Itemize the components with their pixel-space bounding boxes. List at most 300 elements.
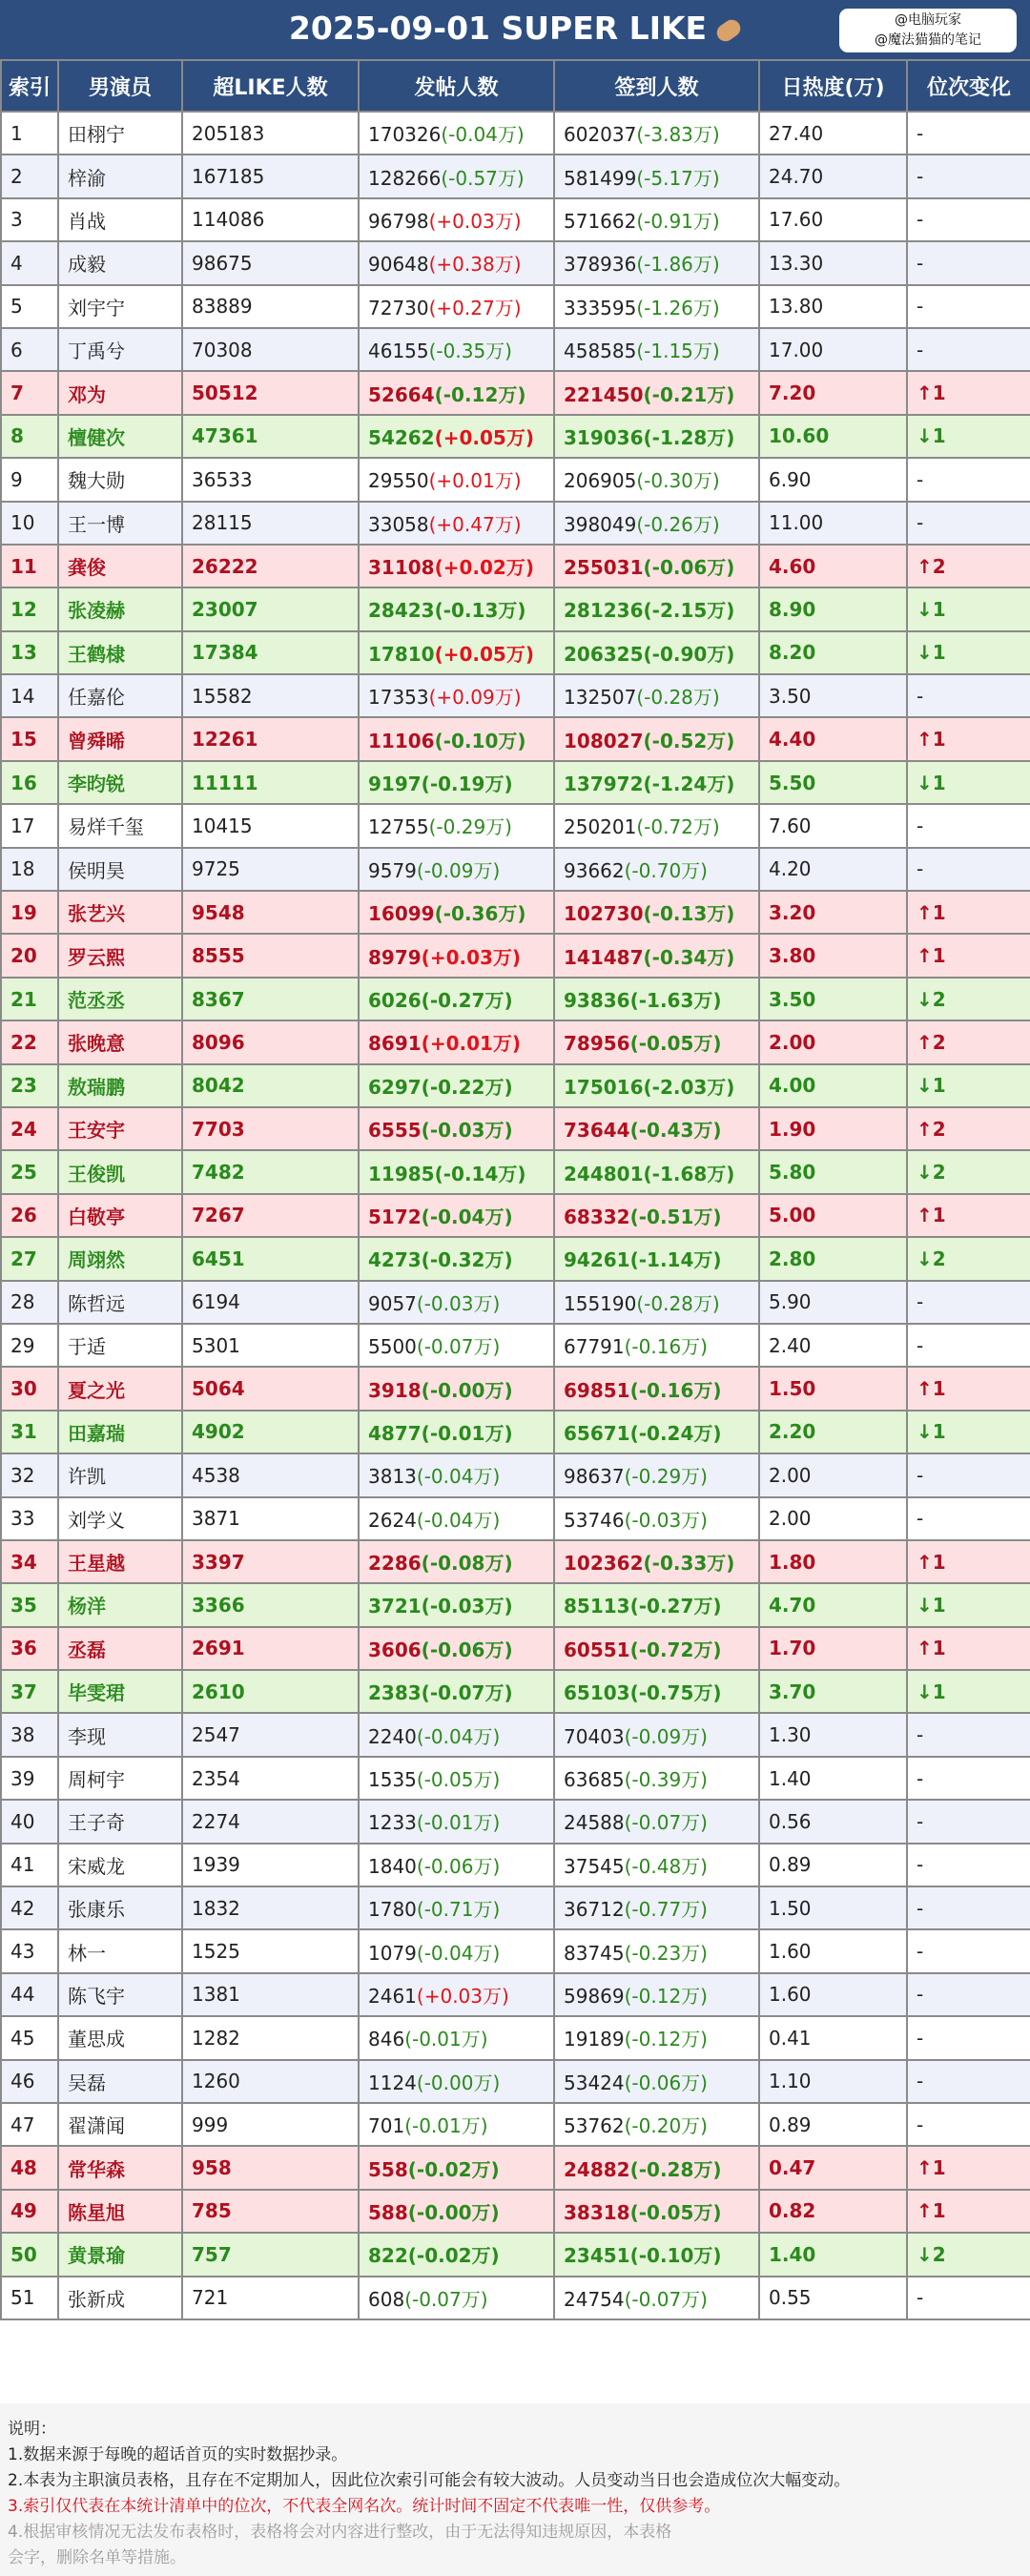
checkins-cell	[554, 1929, 759, 1972]
checkins-cell	[554, 891, 759, 934]
checkins-cell-delta: (-1.24万)	[643, 773, 735, 796]
super-like-cell: 4538	[182, 1453, 359, 1496]
checkins-cell-delta: (-0.13万)	[643, 902, 735, 926]
heat-cell: 1.60	[759, 1929, 907, 1972]
posts-cell	[359, 415, 554, 458]
actor-name-cell: 李昀锐	[58, 761, 182, 804]
posts-cell-delta: (-0.03万)	[416, 1291, 501, 1315]
checkins-cell-value: 19189	[564, 2028, 625, 2051]
checkins-cell	[554, 934, 759, 977]
posts-cell	[359, 1540, 554, 1583]
index-cell: 44	[1, 1973, 58, 2016]
checkins-cell-delta: (-0.16万)	[629, 1378, 722, 1402]
super-like-cell: 11111	[182, 761, 359, 804]
table-row	[1, 1237, 1030, 1280]
checkins-cell	[554, 1020, 759, 1063]
posts-cell-value: 3606	[368, 1638, 422, 1661]
table-row	[1, 1020, 1030, 1063]
super-like-cell: 2274	[182, 1800, 359, 1843]
rank-change-cell: -	[907, 1757, 1030, 1800]
posts-cell-delta: (-0.07万)	[416, 1335, 501, 1359]
column-header-checkins: 签到人数	[554, 60, 759, 112]
checkins-cell	[554, 2103, 759, 2146]
actor-name-cell: 任嘉伦	[58, 674, 182, 717]
heat-cell: 5.00	[759, 1194, 907, 1237]
posts-cell-delta: (-0.07万)	[404, 2287, 488, 2311]
rank-change-cell: ↓2	[907, 2233, 1030, 2276]
posts-cell-delta: (-0.04万)	[416, 1508, 501, 1532]
posts-cell-value: 5172	[368, 1205, 422, 1228]
posts-cell	[359, 631, 554, 674]
checkins-cell-delta: (-0.07万)	[624, 1811, 708, 1835]
checkins-cell-value: 581499	[564, 166, 637, 190]
header-bar	[0, 0, 1030, 59]
checkins-cell-delta: (-0.51万)	[629, 1205, 722, 1228]
posts-cell	[359, 848, 554, 891]
peanut-icon	[713, 16, 744, 45]
checkins-cell-delta: (-0.05万)	[629, 1032, 722, 1056]
rank-change-cell: -	[907, 112, 1030, 155]
checkins-cell	[554, 285, 759, 328]
super-like-cell: 7703	[182, 1107, 359, 1150]
posts-cell-value: 9197	[368, 773, 422, 796]
posts-cell-delta: (-0.02万)	[407, 2244, 500, 2268]
checkins-cell-delta: (-0.43万)	[629, 1119, 722, 1143]
super-like-cell: 5064	[182, 1367, 359, 1410]
posts-cell	[359, 978, 554, 1020]
super-like-cell: 958	[182, 2146, 359, 2189]
heat-cell: 1.40	[759, 2233, 907, 2276]
index-cell: 40	[1, 1800, 58, 1843]
checkins-cell	[554, 1757, 759, 1800]
index-cell: 22	[1, 1020, 58, 1063]
checkins-cell-delta: (-0.72万)	[636, 815, 720, 839]
actor-name-cell: 丞磊	[58, 1627, 182, 1670]
checkins-cell	[554, 1107, 759, 1150]
checkins-cell-delta: (-0.52万)	[643, 729, 735, 752]
checkins-cell-value: 37545	[564, 1854, 625, 1878]
super-like-cell: 785	[182, 2190, 359, 2233]
posts-cell	[359, 804, 554, 847]
posts-cell-value: 6026	[368, 989, 422, 1012]
index-cell: 19	[1, 891, 58, 934]
checkins-cell-value: 108027	[564, 729, 644, 752]
posts-cell-delta: (-0.00万)	[421, 1378, 513, 1402]
checkins-cell-delta: (-0.23万)	[624, 1941, 708, 1965]
column-header-super-like: 超LIKE人数	[182, 60, 359, 112]
posts-cell-value: 701	[368, 2114, 405, 2138]
index-cell: 24	[1, 1107, 58, 1150]
checkins-cell-delta: (-2.15万)	[643, 599, 735, 623]
rank-change-cell: ↑1	[907, 371, 1030, 414]
rank-change-cell: -	[907, 848, 1030, 891]
actor-name-cell: 敖瑞鹏	[58, 1064, 182, 1107]
super-like-cell: 3871	[182, 1497, 359, 1540]
heat-cell: 8.90	[759, 587, 907, 630]
rank-change-cell: ↑1	[907, 891, 1030, 934]
actor-name-cell: 李现	[58, 1713, 182, 1756]
posts-cell-delta: (+0.03万)	[428, 209, 522, 233]
table-body	[1, 112, 1030, 2319]
heat-cell: 4.20	[759, 848, 907, 891]
index-cell: 3	[1, 198, 58, 241]
table-row	[1, 2103, 1030, 2146]
rank-change-cell: ↑1	[907, 1194, 1030, 1237]
checkins-cell-delta: (-1.26万)	[636, 296, 720, 319]
actor-name-cell: 侯明昊	[58, 848, 182, 891]
heat-cell: 17.00	[759, 328, 907, 371]
posts-cell-value: 822	[368, 2244, 408, 2268]
actor-name-cell: 张艺兴	[58, 891, 182, 934]
index-cell: 25	[1, 1150, 58, 1193]
posts-cell-value: 46155	[368, 340, 429, 363]
heat-cell: 0.55	[759, 2277, 907, 2319]
actor-name-cell: 田嘉瑞	[58, 1411, 182, 1453]
checkins-cell-value: 458585	[564, 340, 637, 363]
checkins-cell	[554, 198, 759, 241]
checkins-cell-delta: (-0.09万)	[624, 1724, 708, 1748]
posts-cell-value: 4273	[368, 1248, 422, 1272]
posts-cell-delta: (-0.27万)	[421, 989, 513, 1012]
actor-name-cell: 魏大勋	[58, 458, 182, 501]
posts-cell	[359, 1670, 554, 1713]
posts-cell-delta: (-0.01万)	[416, 1811, 501, 1835]
posts-cell-value: 2383	[368, 1681, 422, 1705]
heat-cell: 1.50	[759, 1367, 907, 1410]
super-like-cell: 1832	[182, 1886, 359, 1929]
posts-cell-value: 3918	[368, 1378, 422, 1402]
heat-cell: 13.80	[759, 285, 907, 328]
checkins-cell-delta: (-5.17万)	[636, 166, 720, 190]
actor-name-cell: 王子奇	[58, 1800, 182, 1843]
index-cell: 7	[1, 371, 58, 414]
rank-change-cell: ↑1	[907, 717, 1030, 760]
table-row	[1, 502, 1030, 545]
actor-name-cell: 王安宇	[58, 1107, 182, 1150]
super-like-cell: 26222	[182, 545, 359, 587]
actor-name-cell: 翟潇闻	[58, 2103, 182, 2146]
checkins-cell-delta: (-1.86万)	[636, 253, 720, 277]
table-row	[1, 1194, 1030, 1237]
checkins-cell	[554, 545, 759, 587]
table-row	[1, 1453, 1030, 1496]
posts-cell	[359, 761, 554, 804]
table-row	[1, 285, 1030, 328]
super-like-cell: 3397	[182, 1540, 359, 1583]
index-cell: 45	[1, 2016, 58, 2059]
checkins-cell	[554, 502, 759, 545]
heat-cell: 3.50	[759, 674, 907, 717]
checkins-cell-delta: (-0.28万)	[636, 686, 720, 710]
posts-cell-value: 29550	[368, 469, 429, 493]
super-like-cell: 1525	[182, 1929, 359, 1972]
super-like-cell: 23007	[182, 587, 359, 630]
posts-cell-value: 1840	[368, 1854, 417, 1878]
posts-cell	[359, 1020, 554, 1063]
checkins-cell	[554, 1497, 759, 1540]
posts-cell-delta: (-0.07万)	[421, 1681, 513, 1705]
actor-name-cell: 张新成	[58, 2277, 182, 2319]
checkins-cell	[554, 1453, 759, 1496]
checkins-cell	[554, 1583, 759, 1626]
checkins-cell-delta: (-1.14万)	[629, 1248, 722, 1272]
actor-name-cell: 丁禹兮	[58, 328, 182, 371]
checkins-cell-value: 571662	[564, 209, 637, 233]
checkins-cell-value: 175016	[564, 1075, 644, 1099]
heat-cell: 2.00	[759, 1453, 907, 1496]
posts-cell-delta: (-0.02万)	[407, 2157, 500, 2181]
table-row	[1, 848, 1030, 891]
actor-name-cell: 宋威龙	[58, 1844, 182, 1886]
actor-name-cell: 吴磊	[58, 2060, 182, 2103]
actor-name-cell: 田栩宁	[58, 112, 182, 155]
posts-cell-value: 28423	[368, 599, 435, 623]
heat-cell: 3.80	[759, 934, 907, 977]
posts-cell-value: 846	[368, 2028, 405, 2051]
checkins-cell	[554, 2277, 759, 2319]
heat-cell: 3.50	[759, 978, 907, 1020]
posts-cell-delta: (-0.08万)	[421, 1552, 513, 1576]
checkins-cell-value: 602037	[564, 123, 637, 147]
table-row	[1, 328, 1030, 371]
table-row	[1, 934, 1030, 977]
index-cell: 32	[1, 1453, 58, 1496]
rank-change-cell: -	[907, 1929, 1030, 1972]
table-row	[1, 1411, 1030, 1453]
posts-cell-value: 2240	[368, 1724, 417, 1748]
index-cell: 20	[1, 934, 58, 977]
heat-cell: 0.47	[759, 2146, 907, 2189]
checkins-cell-delta: (-0.28万)	[636, 1291, 720, 1315]
posts-cell-value: 8979	[368, 945, 422, 969]
posts-cell-value: 1535	[368, 1768, 417, 1792]
super-like-cell: 83889	[182, 285, 359, 328]
posts-cell-value: 31108	[368, 556, 435, 580]
table-row	[1, 891, 1030, 934]
heat-cell: 5.90	[759, 1281, 907, 1324]
checkins-cell-value: 155190	[564, 1291, 637, 1315]
posts-cell	[359, 285, 554, 328]
checkins-cell-value: 141487	[564, 945, 644, 969]
posts-cell-delta: (-0.00万)	[416, 2071, 501, 2094]
posts-cell-delta: (-0.22万)	[421, 1075, 513, 1099]
posts-cell-delta: (+0.09万)	[428, 686, 522, 710]
posts-cell	[359, 1411, 554, 1453]
rank-change-cell: ↑1	[907, 2146, 1030, 2189]
super-like-cell: 12261	[182, 717, 359, 760]
table-row	[1, 1713, 1030, 1756]
heat-cell: 27.40	[759, 112, 907, 155]
heat-cell: 2.00	[759, 1020, 907, 1063]
index-cell: 34	[1, 1540, 58, 1583]
checkins-cell-delta: (-0.06万)	[643, 556, 735, 580]
rank-change-cell: ↓1	[907, 1583, 1030, 1626]
index-cell: 42	[1, 1886, 58, 1929]
column-header-posts: 发帖人数	[359, 60, 554, 112]
super-like-cell: 47361	[182, 415, 359, 458]
actor-name-cell: 邓为	[58, 371, 182, 414]
super-like-cell: 721	[182, 2277, 359, 2319]
posts-cell	[359, 1627, 554, 1670]
checkins-cell-value: 78956	[564, 1032, 630, 1056]
heat-cell: 1.10	[759, 2060, 907, 2103]
checkins-cell-value: 244801	[564, 1162, 644, 1185]
heat-cell: 8.20	[759, 631, 907, 674]
posts-cell-delta: (-0.12万)	[434, 382, 526, 406]
actor-name-cell: 许凯	[58, 1453, 182, 1496]
actor-name-cell: 夏之光	[58, 1367, 182, 1410]
rank-change-cell: -	[907, 2277, 1030, 2319]
index-cell: 23	[1, 1064, 58, 1107]
posts-cell	[359, 2103, 554, 2146]
posts-cell-delta: (-0.29万)	[428, 815, 512, 839]
table-row	[1, 587, 1030, 630]
checkins-cell-delta: (-0.39万)	[624, 1768, 708, 1792]
rank-change-cell: ↑1	[907, 1540, 1030, 1583]
heat-cell: 0.89	[759, 1844, 907, 1886]
super-like-cell: 2547	[182, 1713, 359, 1756]
table-row	[1, 1886, 1030, 1929]
posts-cell-delta: (+0.05万)	[434, 642, 534, 666]
table-row	[1, 1670, 1030, 1713]
checkins-cell	[554, 1150, 759, 1193]
table-row	[1, 717, 1030, 760]
index-cell: 9	[1, 458, 58, 501]
checkins-cell	[554, 328, 759, 371]
posts-cell-delta: (-0.36万)	[434, 902, 526, 926]
actor-name-cell: 陈星旭	[58, 2190, 182, 2233]
checkins-cell	[554, 2233, 759, 2276]
checkins-cell-value: 24882	[564, 2157, 630, 2181]
actor-name-cell: 龚俊	[58, 545, 182, 587]
posts-cell	[359, 155, 554, 197]
posts-cell-value: 8691	[368, 1032, 422, 1056]
posts-cell-delta: (-0.09万)	[416, 858, 501, 882]
table-row	[1, 1497, 1030, 1540]
checkins-cell	[554, 1194, 759, 1237]
posts-cell-delta: (+0.02万)	[434, 556, 534, 580]
posts-cell	[359, 587, 554, 630]
posts-cell-value: 72730	[368, 296, 429, 319]
posts-cell-delta: (-0.03万)	[421, 1595, 513, 1618]
actor-name-cell: 肖战	[58, 198, 182, 241]
posts-cell-value: 2286	[368, 1552, 422, 1576]
posts-cell-delta: (-0.06万)	[416, 1854, 501, 1878]
heat-cell: 0.82	[759, 2190, 907, 2233]
rank-change-cell: -	[907, 155, 1030, 197]
checkins-cell	[554, 2146, 759, 2189]
posts-cell-value: 2461	[368, 1984, 417, 2008]
posts-cell-value: 6297	[368, 1075, 422, 1099]
table-row	[1, 1367, 1030, 1410]
posts-cell-value: 16099	[368, 902, 435, 926]
checkins-cell-value: 70403	[564, 1724, 625, 1748]
super-like-cell: 6194	[182, 1281, 359, 1324]
super-like-cell: 8042	[182, 1064, 359, 1107]
checkins-cell-value: 63685	[564, 1768, 625, 1792]
checkins-cell-delta: (-0.12万)	[624, 2028, 708, 2051]
rank-change-cell: -	[907, 198, 1030, 241]
table-row	[1, 2060, 1030, 2103]
index-cell: 31	[1, 1411, 58, 1453]
heat-cell: 1.70	[759, 1627, 907, 1670]
index-cell: 15	[1, 717, 58, 760]
posts-cell	[359, 1453, 554, 1496]
table-row	[1, 371, 1030, 414]
checkins-cell-delta: (-0.91万)	[636, 209, 720, 233]
heat-cell: 11.00	[759, 502, 907, 545]
rank-change-cell: -	[907, 1497, 1030, 1540]
actor-name-cell: 曾舜晞	[58, 717, 182, 760]
checkins-cell-delta: (-0.03万)	[624, 1508, 708, 1532]
posts-cell-delta: (-0.05万)	[416, 1768, 501, 1792]
posts-cell-value: 4877	[368, 1421, 422, 1445]
checkins-cell-delta: (-0.70万)	[624, 858, 708, 882]
rank-change-cell: -	[907, 1800, 1030, 1843]
posts-cell-value: 17810	[368, 642, 435, 666]
super-like-cell: 999	[182, 2103, 359, 2146]
index-cell: 27	[1, 1237, 58, 1280]
super-like-cell: 6451	[182, 1237, 359, 1280]
heat-cell: 24.70	[759, 155, 907, 197]
posts-cell-delta: (-0.04万)	[416, 1941, 501, 1965]
index-cell: 14	[1, 674, 58, 717]
posts-cell-value: 2624	[368, 1508, 417, 1532]
rank-change-cell: ↑1	[907, 934, 1030, 977]
heat-cell: 17.60	[759, 198, 907, 241]
checkins-cell-value: 255031	[564, 556, 644, 580]
actor-name-cell: 王鹤棣	[58, 631, 182, 674]
checkins-cell-value: 36712	[564, 1898, 625, 1922]
heat-cell: 0.56	[759, 1800, 907, 1843]
checkins-cell-value: 83745	[564, 1941, 625, 1965]
super-like-cell: 167185	[182, 155, 359, 197]
actor-name-cell: 张凌赫	[58, 587, 182, 630]
posts-cell	[359, 502, 554, 545]
note-line-4: 4.根据审核情况无法发布表格时，表格将会对内容进行整改，由于无法得知违规原因，本表格	[8, 2523, 672, 2542]
checkins-cell-value: 38318	[564, 2200, 630, 2224]
rank-change-cell: -	[907, 2103, 1030, 2146]
super-like-cell: 10415	[182, 804, 359, 847]
checkins-cell-value: 281236	[564, 599, 644, 623]
table-row	[1, 2016, 1030, 2059]
actor-name-cell: 张康乐	[58, 1886, 182, 1929]
posts-cell-delta: (+0.03万)	[421, 945, 522, 969]
posts-cell-delta: (-0.00万)	[407, 2200, 500, 2224]
posts-cell-delta: (-0.14万)	[434, 1162, 526, 1185]
heat-cell: 0.41	[759, 2016, 907, 2059]
super-like-cell: 28115	[182, 502, 359, 545]
checkins-cell-value: 93836	[564, 989, 630, 1012]
table-row	[1, 1150, 1030, 1193]
actor-name-cell: 周柯宇	[58, 1757, 182, 1800]
rank-change-cell: -	[907, 1886, 1030, 1929]
table-row	[1, 631, 1030, 674]
checkins-cell	[554, 1713, 759, 1756]
index-cell: 5	[1, 285, 58, 328]
table-row	[1, 978, 1030, 1020]
page-title: 2025-09-01 SUPER LIKE	[0, 10, 1030, 47]
table-row	[1, 761, 1030, 804]
checkins-cell-value: 67791	[564, 1335, 625, 1359]
rank-change-cell: ↑1	[907, 1367, 1030, 1410]
index-cell: 8	[1, 415, 58, 458]
table-row	[1, 1281, 1030, 1324]
checkins-cell	[554, 1324, 759, 1367]
checkins-cell-value: 102730	[564, 902, 644, 926]
checkins-cell	[554, 1367, 759, 1410]
posts-cell-value: 12755	[368, 815, 429, 839]
